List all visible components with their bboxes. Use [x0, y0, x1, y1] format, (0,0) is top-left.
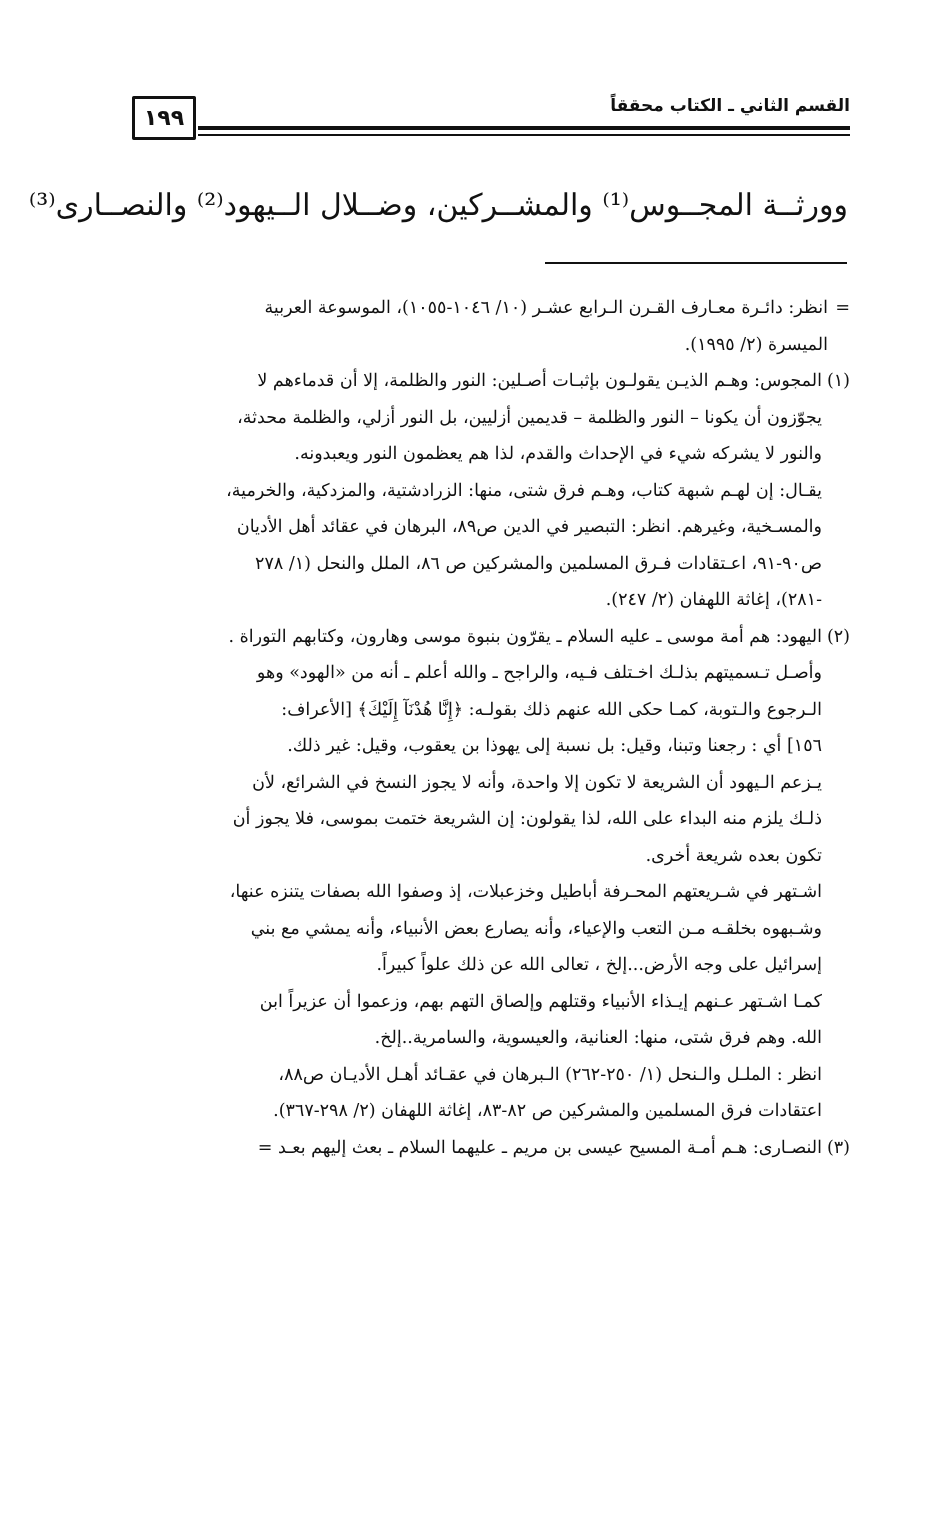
- footnote-line: تكون بعده شريعة أخرى.: [645, 845, 822, 866]
- running-header-title: القسم الثاني ـ الكتاب محققاً: [610, 96, 850, 116]
- footnote-line: كمـا اشـتهر عـنهم إيـذاء الأنبياء وقتلهم وإلصاق التهم بهم، وزعموا أن عزيراً ابن: [259, 991, 822, 1012]
- footnote-line: اشـتهر في شـريعتهم المحـرفة أباطيل وخزعبلات، إذ وصفوا الله بصفات يتنزه عنها،: [229, 882, 822, 902]
- footnote-line: يجوّزون أن يكونا – النور والظلمة – قديمين أزليين، بل النور أزلي، والظلمة محدثة،: [237, 407, 822, 428]
- header-rule: [198, 126, 850, 130]
- footnote-line: انظر: دائـرة معـارف القـرن الـرابع عشـر (١٠/ ١٠٤٦-١٠٥٥)، الموسوعة العربية: [264, 298, 828, 318]
- footnote-line: اليهود: هم أمة موسى ـ عليه السلام ـ يقرّون بنبوة موسى وهارون، وكتابهم التوراة .: [228, 626, 822, 647]
- footnote-line: انظر : الملـل والـنحل (١/ ٢٥٠-٢٦٢) الـبرهان في عقـائد أهـل الأديـان ص٨٨،: [278, 1064, 822, 1085]
- main-text-line: وورثــة المجــوس⁽¹⁾ والمشــركين، وضــلال الــيهود⁽²⁾ والنصــارى⁽³⁾: [28, 188, 848, 223]
- footnote-3: [132, 1130, 850, 1167]
- footnote-line: يـزعم الـيهود أن الشريعة لا تكون إلا واحدة، وأنه لا يجوز النسخ في الشرائع، لأن: [252, 772, 822, 793]
- page-header: [132, 96, 850, 144]
- footnote-line: -٢٨١)، إغاثة اللهفان (٢/ ٢٤٧).: [605, 590, 822, 610]
- footnote-line: وأصـل تـسميتهم بذلـك اخـتلف فـيه، والراجح ـ والله أعلم ـ أنه من «الهود» وهو: [256, 663, 822, 683]
- footnote-line: اعتقادات فرق المسلمين والمشركين ص ٨٢-٨٣، إغاثة اللهفان (٢/ ٢٩٨-٣٦٧).: [273, 1101, 822, 1121]
- header-rule-thin: [198, 134, 850, 136]
- footnote-line: والنور لا يشركه شيء في الإحداث والقدم، لذا هم يعظمون النور ويعبدونه.: [294, 444, 822, 464]
- footnote-line: يقـال: إن لهـم شبهة كتاب، وهـم فرق شتى، منها: الزرادشتية، والمزدكية، والخرمية،: [226, 480, 822, 501]
- footnote-line: النصـارى: هـم أمـة المسيح عيسى بن مريم ـ عليهما السلام ـ بعث إليهم بعـد =: [257, 1137, 822, 1158]
- footnote-marker: (١): [826, 371, 850, 391]
- footnote-line: الله. وهم فرق شتى، منها: العنانية، والعيسوية، والسامرية..إلخ.: [374, 1028, 822, 1048]
- footnote-separator: [545, 262, 847, 264]
- footnote-continuation: [132, 290, 850, 363]
- footnote-line: ذلـك يلزم منه البداء على الله، لذا يقولون: إن الشريعة ختمت بموسى، فلا يجوز أن: [232, 809, 822, 829]
- footnote-line: الميسرة (٢/ ١٩٩٥).: [684, 334, 828, 355]
- footnote-marker: (٣): [826, 1137, 850, 1158]
- footnote-line: الـرجوع والـتوبة، كمـا حكى الله عنهم ذلك بقولـه: ﴿إِنَّا هُدْنَآ إِلَيْكَ﴾ [الأعراف:: [281, 699, 822, 720]
- footnote-marker: =: [835, 298, 850, 318]
- footnote-line: ص٩٠-٩١، اعـتقادات فـرق المسلمين والمشركين ص ٨٦، الملل والنحل (١/ ٢٧٨: [255, 553, 822, 574]
- page-number: ١٩٩: [132, 96, 196, 140]
- footnote-1: [132, 363, 850, 619]
- footnote-line: وشـبهوه بخلقـه مـن التعب والإعياء، وأنه يصارع بعض الأنبياء، وأنه يمشي مع بني: [250, 918, 822, 939]
- footnote-line: والمسـخية، وغيرهم. انظر: التبصير في الدين ص٨٩، البرهان في عقائد أهل الأديان: [236, 517, 822, 537]
- footnote-line: ١٥٦] أي : رجعنا وتبنا، وقيل: بل نسبة إلى يهوذا بن يعقوب، وقيل: غير ذلك.: [287, 736, 822, 756]
- footnote-line: إسرائيل على وجه الأرض...إلخ ، تعالى الله عن ذلك علواً كبيراً.: [376, 955, 822, 975]
- footnote-line: المجوس: وهـم الذيـن يقولـون بإثبـات أصـلين: النور والظلمة، إلا أن قدماءهم لا: [257, 371, 822, 391]
- footnote-2: [132, 619, 850, 1130]
- footnote-marker: (٢): [826, 626, 850, 647]
- footnotes: [132, 290, 850, 1166]
